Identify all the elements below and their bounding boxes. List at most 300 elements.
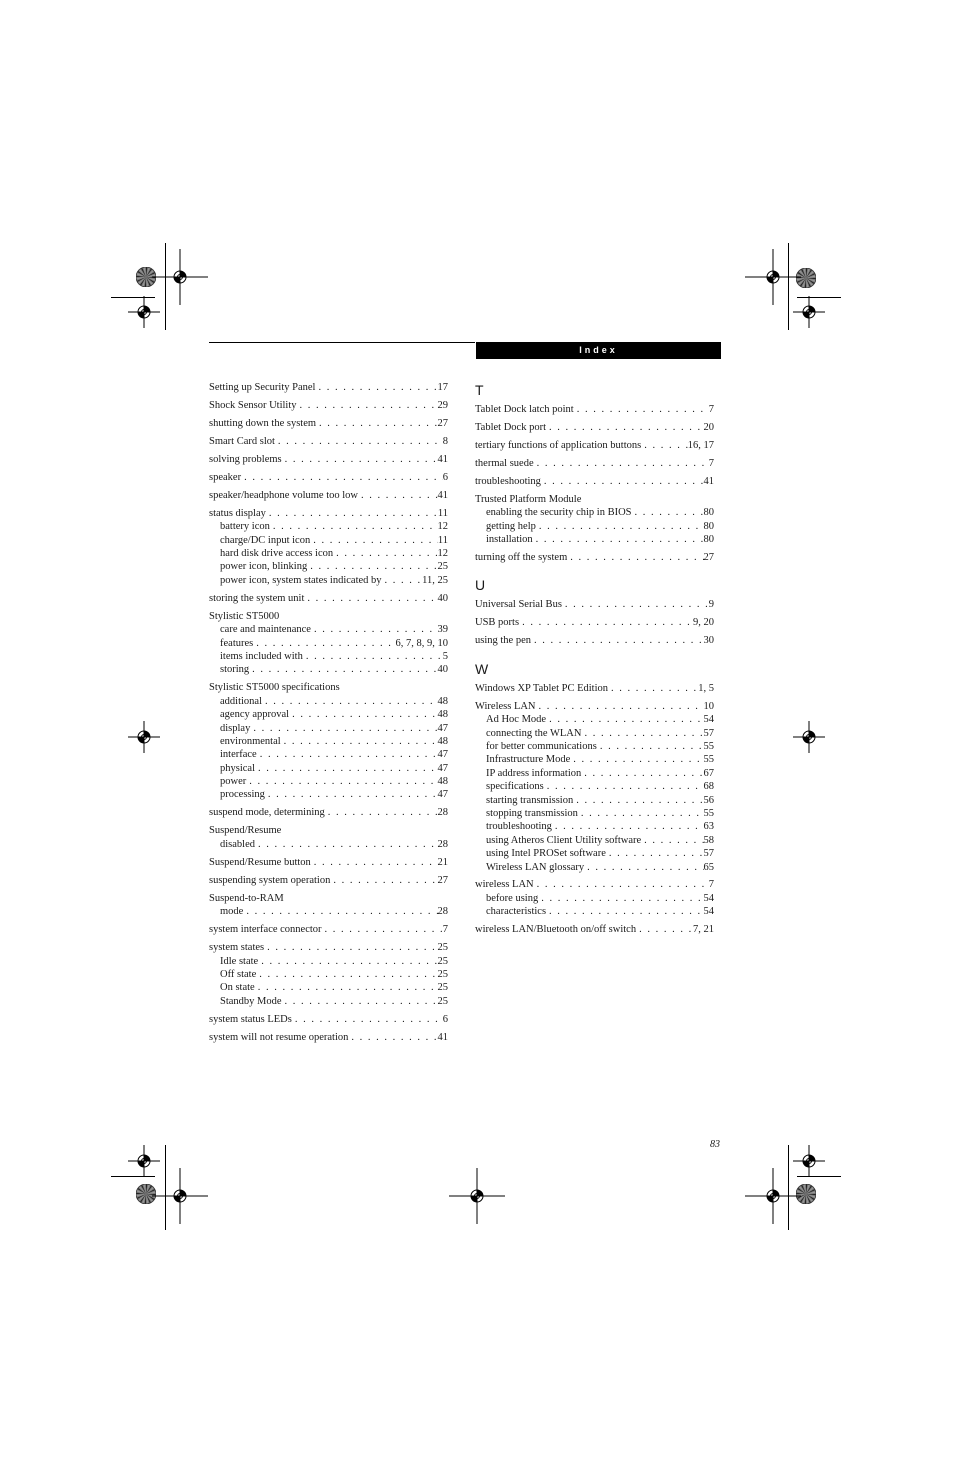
dot-leader [262, 695, 438, 708]
registration-crosshair-icon [793, 721, 825, 758]
index-entry-line [209, 1031, 448, 1044]
index-term: Suspend/Resume button [209, 856, 311, 868]
dot-leader [297, 399, 438, 412]
index-page-numbers: 48 [437, 709, 448, 721]
dot-leader [333, 547, 437, 560]
dot-leader [358, 489, 438, 502]
dot-leader [348, 1031, 437, 1044]
index-entry [475, 598, 714, 611]
index-page-numbers: 39 [437, 624, 448, 636]
index-term: system status LEDs [209, 1013, 292, 1025]
index-subentry [475, 506, 714, 519]
index-term: storing the system unit [209, 592, 305, 604]
crop-line-horizontal [111, 297, 155, 298]
index-term: power [220, 776, 247, 788]
index-entry [475, 682, 714, 695]
index-subentry [209, 547, 448, 560]
index-page-numbers: 7 [708, 457, 714, 469]
index-subentry [475, 533, 714, 546]
index-page-numbers: 7, 21 [693, 924, 714, 936]
index-term: using Atheros Client Utility software [486, 834, 642, 846]
dot-leader [534, 457, 709, 470]
index-page-numbers: 6 [442, 471, 448, 483]
dot-leader [266, 507, 438, 520]
index-entry-line [209, 824, 448, 837]
dot-leader [636, 923, 693, 936]
header-section-label: Index [579, 345, 618, 355]
index-subentry [209, 905, 448, 918]
index-term: Wireless LAN glossary [486, 861, 585, 873]
index-term: system states [209, 942, 265, 954]
dot-leader [246, 775, 437, 788]
index-page-numbers: 21 [437, 856, 448, 868]
dot-leader [581, 727, 703, 740]
index-page-numbers: 6 [442, 1013, 448, 1025]
index-page-numbers: 25 [437, 968, 448, 980]
index-column-left [209, 381, 448, 1049]
dot-leader [562, 598, 709, 611]
dot-leader [304, 592, 437, 605]
index-entry-line [209, 892, 448, 905]
index-subentry [209, 708, 448, 721]
index-subentry [209, 663, 448, 676]
index-page-numbers: 16, 17 [687, 439, 714, 451]
index-term: processing [220, 789, 265, 801]
index-term: IP address information [486, 767, 582, 779]
dot-leader [257, 748, 438, 761]
dot-leader [316, 417, 437, 430]
index-subentry [209, 762, 448, 775]
index-term: Universal Serial Bus [475, 599, 562, 611]
index-subentry [475, 834, 714, 847]
index-entry-line [209, 610, 448, 623]
index-entry [475, 616, 714, 629]
index-entry [475, 634, 714, 647]
index-term: thermal suede [475, 457, 534, 469]
index-entry-line [475, 403, 714, 416]
index-page-numbers: 28 [437, 807, 448, 819]
index-term: Suspend-to-RAM [209, 892, 284, 904]
index-entry-line [209, 923, 448, 936]
index-subentry [209, 735, 448, 748]
index-term: power icon, blinking [220, 561, 308, 573]
index-subentry [209, 623, 448, 636]
index-subentry [209, 968, 448, 981]
dot-leader [315, 381, 437, 394]
dot-leader [322, 923, 443, 936]
dot-leader [578, 807, 704, 820]
index-entry [209, 1013, 448, 1026]
index-page-numbers: 29 [437, 399, 448, 411]
index-page-numbers: 10 [703, 700, 714, 712]
index-term: charge/DC input icon [220, 534, 311, 546]
dot-leader [325, 806, 438, 819]
dot-leader [265, 788, 438, 801]
dot-leader [546, 421, 704, 434]
index-page-numbers: 80 [703, 520, 714, 532]
index-entry [475, 551, 714, 564]
index-term: Standby Mode [220, 995, 282, 1007]
index-term: Ad Hoc Mode [486, 714, 547, 726]
dot-leader [641, 439, 688, 452]
index-page-numbers: 48 [437, 776, 448, 788]
index-subentry [475, 861, 714, 874]
index-page-numbers: 41 [703, 475, 714, 487]
index-term: using Intel PROSet software [486, 848, 606, 860]
index-page-numbers: 11 [437, 534, 448, 546]
index-term: solving problems [209, 453, 282, 465]
index-term: before using [486, 892, 539, 904]
dot-leader [289, 708, 437, 721]
index-subentry [475, 794, 714, 807]
dot-leader [533, 533, 704, 546]
index-page-numbers: 55 [703, 754, 714, 766]
index-term: tertiary functions of application buttons [475, 439, 642, 451]
index-term: mode [220, 906, 244, 918]
index-subentry [209, 722, 448, 735]
index-term: using the pen [475, 635, 531, 647]
index-entry [475, 457, 714, 470]
index-page-numbers: 20 [703, 421, 714, 433]
index-page-numbers: 9, 20 [693, 617, 714, 629]
index-page-numbers: 25 [437, 561, 448, 573]
index-term: for better communications [486, 740, 597, 752]
index-entry [475, 403, 714, 416]
index-term: Stylistic ST5000 [209, 610, 280, 622]
index-term: power icon, system states indicated by [220, 574, 382, 586]
index-term: Smart Card slot [209, 435, 275, 447]
index-term: USB ports [475, 617, 520, 629]
index-page-numbers: 25 [437, 995, 448, 1007]
index-term: stopping transmission [486, 807, 578, 819]
index-page-numbers: 57 [703, 848, 714, 860]
index-page-numbers: 54 [703, 714, 714, 726]
dot-leader [632, 506, 704, 519]
registration-crosshair-icon [128, 721, 160, 758]
index-entry-line [475, 634, 714, 647]
dot-leader [282, 995, 438, 1008]
index-term: suspending system operation [209, 874, 331, 886]
index-subentry [475, 753, 714, 766]
index-term: speaker [209, 471, 242, 483]
index-letter-heading: U [475, 577, 486, 594]
index-entry [209, 874, 448, 887]
index-term: Wireless LAN [475, 700, 536, 712]
index-entry-line [475, 475, 714, 488]
index-term: suspend mode, determining [209, 807, 325, 819]
index-term: agency approval [220, 709, 290, 721]
index-entry [209, 856, 448, 869]
index-page-numbers: 17 [437, 382, 448, 393]
index-entry [209, 892, 448, 919]
index-subentry [209, 534, 448, 547]
index-term: status display [209, 507, 266, 519]
dot-leader [258, 955, 437, 968]
index-entry-line [475, 682, 714, 695]
index-entry [209, 381, 448, 394]
dot-leader [250, 722, 437, 735]
index-subentry [209, 560, 448, 573]
index-entry-line [209, 435, 448, 448]
index-term: Tablet Dock port [475, 421, 546, 433]
index-page-numbers: 28 [437, 838, 448, 850]
index-entry [475, 475, 714, 488]
index-page-numbers: 7 [442, 924, 448, 936]
index-term: hard disk drive access icon [220, 548, 334, 560]
index-page-numbers: 40 [437, 664, 448, 676]
index-subentry [209, 788, 448, 801]
dot-leader [541, 475, 704, 488]
index-page-numbers: 56 [703, 794, 714, 806]
index-term: Trusted Platform Module [475, 493, 582, 505]
index-page-numbers: 27 [703, 552, 714, 564]
registration-crosshair-icon [152, 249, 208, 310]
index-page-numbers: 55 [703, 807, 714, 819]
dot-leader [330, 874, 437, 887]
index-page-numbers: 27 [437, 874, 448, 886]
index-page-numbers: 68 [703, 781, 714, 793]
index-subentry [475, 767, 714, 780]
index-entry-line [209, 399, 448, 412]
crop-line-vertical [788, 1145, 789, 1230]
index-entry [475, 493, 714, 547]
dot-leader [303, 650, 443, 663]
index-page-numbers: 47 [437, 789, 448, 801]
dot-leader [255, 838, 438, 851]
crop-line-vertical [788, 243, 789, 330]
index-page-numbers: 25 [437, 982, 448, 994]
index-page-numbers: 41 [437, 489, 448, 501]
index-entry-line [209, 1013, 448, 1026]
index-term: features [220, 637, 254, 649]
dot-leader [243, 905, 437, 918]
index-page-numbers: 58 [703, 834, 714, 846]
index-subentry [209, 955, 448, 968]
index-term: storing [220, 664, 250, 676]
index-subentry [475, 905, 714, 918]
index-entry-line [475, 439, 714, 452]
index-term: Suspend/Resume [209, 825, 282, 837]
index-entry [475, 878, 714, 918]
index-term: system will not resume operation [209, 1031, 349, 1043]
index-entry-line [475, 457, 714, 470]
index-entry-line [209, 507, 448, 520]
page-number: 83 [710, 1139, 720, 1150]
dot-leader [255, 981, 438, 994]
registration-crosshair-icon [128, 296, 160, 333]
index-page-numbers: 80 [703, 534, 714, 546]
index-subentry [209, 748, 448, 761]
index-term: Shock Sensor Utility [209, 399, 297, 411]
index-page-numbers: 57 [703, 727, 714, 739]
index-page-numbers: 47 [437, 762, 448, 774]
index-entry-line [209, 941, 448, 954]
index-term: wireless LAN/Bluetooth on/off switch [475, 924, 637, 936]
index-entry [209, 941, 448, 1008]
index-term: display [220, 722, 251, 734]
index-entry [209, 824, 448, 851]
index-term: characteristics [486, 906, 547, 918]
index-page-numbers: 9 [708, 599, 714, 611]
index-page-numbers: 11, 25 [422, 574, 448, 586]
index-subentry [209, 574, 448, 587]
dot-leader [282, 453, 438, 466]
index-entry [209, 399, 448, 412]
index-term: battery icon [220, 521, 270, 533]
index-subentry [475, 740, 714, 753]
index-subentry [475, 727, 714, 740]
index-letter-heading: T [475, 382, 484, 398]
dot-leader [264, 941, 437, 954]
index-entry-line [209, 417, 448, 430]
dot-leader [519, 616, 693, 629]
index-entry [209, 806, 448, 819]
index-entry-line [475, 421, 714, 434]
index-subentry [209, 838, 448, 851]
index-entry [209, 453, 448, 466]
index-term: Stylistic ST5000 specifications [209, 682, 340, 694]
index-subentry [475, 807, 714, 820]
index-page-numbers: 25 [437, 955, 448, 967]
index-entry [209, 417, 448, 430]
dot-leader [382, 574, 423, 587]
index-page-numbers: 47 [437, 722, 448, 734]
dot-leader [574, 403, 709, 416]
dot-leader [241, 471, 443, 484]
index-page-numbers: 54 [703, 906, 714, 918]
crop-line-horizontal [797, 297, 841, 298]
index-entry-line [475, 700, 714, 713]
index-entry [475, 439, 714, 452]
index-subentry [209, 995, 448, 1008]
index-page-numbers: 1, 5 [698, 682, 714, 694]
index-subentry [209, 650, 448, 663]
index-term: additional [220, 695, 262, 707]
index-page-numbers: 28 [437, 906, 448, 918]
index-page-numbers: 6, 7, 8, 9, 10 [395, 637, 448, 649]
dot-leader [641, 834, 703, 847]
dot-leader [536, 700, 704, 713]
index-term: Idle state [220, 955, 259, 967]
index-entry [209, 610, 448, 677]
index-term: items included with [220, 650, 303, 662]
index-page-numbers: 48 [437, 735, 448, 747]
index-page-numbers: 40 [437, 592, 448, 604]
dot-leader [534, 878, 709, 891]
index-term: Windows XP Tablet PC Edition [475, 682, 609, 694]
dot-leader [606, 847, 704, 860]
index-letter-heading: W [475, 660, 489, 677]
index-term: speaker/headphone volume too low [209, 489, 358, 501]
index-page-numbers: 80 [703, 507, 714, 519]
index-subentry [475, 820, 714, 833]
dot-leader [531, 634, 704, 647]
index-term: environmental [220, 735, 281, 747]
index-term: disabled [220, 838, 255, 850]
index-term: care and maintenance [220, 624, 311, 636]
crop-line-horizontal [797, 1176, 841, 1177]
index-page-numbers: 12 [437, 521, 448, 533]
index-page-numbers: 11 [437, 507, 448, 519]
registration-crosshair-icon [745, 1168, 801, 1229]
header-section-bar [476, 342, 721, 359]
dot-leader [311, 856, 438, 869]
index-entry-line [209, 874, 448, 887]
index-entry [475, 700, 714, 874]
header-rule [209, 342, 475, 343]
dot-leader [552, 820, 704, 833]
index-entry [209, 507, 448, 587]
index-page-numbers: 7 [708, 879, 714, 891]
dot-leader [567, 551, 703, 564]
index-term: On state [220, 982, 255, 994]
index-subentry [475, 520, 714, 533]
dot-leader [253, 637, 395, 650]
index-entry [475, 421, 714, 434]
dot-leader [544, 780, 704, 793]
dot-leader [281, 735, 438, 748]
dot-leader [307, 560, 437, 573]
registration-crosshair-icon [449, 1168, 505, 1229]
index-entry [209, 435, 448, 448]
index-subentry [475, 892, 714, 905]
index-term: connecting the WLAN [486, 727, 582, 739]
index-entry-line [209, 681, 448, 694]
index-term: Setting up Security Panel [209, 382, 316, 393]
crop-line-horizontal [111, 1176, 155, 1177]
index-subentry [209, 637, 448, 650]
index-page-numbers: 47 [437, 749, 448, 761]
index-term: specifications [486, 781, 544, 793]
dot-leader [570, 753, 703, 766]
dot-leader [538, 892, 703, 905]
index-page-numbers: 5 [442, 650, 448, 662]
index-entry [209, 923, 448, 936]
registration-crosshair-icon [152, 1168, 208, 1229]
index-term: installation [486, 534, 533, 546]
index-term: wireless LAN [475, 879, 534, 891]
dot-leader [546, 713, 703, 726]
index-term: starting transmission [486, 794, 574, 806]
index-subentry [209, 775, 448, 788]
index-page-numbers: 41 [437, 1031, 448, 1043]
index-term: turning off the system [475, 552, 568, 564]
index-entry [209, 471, 448, 484]
dot-leader [581, 767, 703, 780]
index-term: Tablet Dock latch point [475, 404, 574, 415]
index-entry [475, 923, 714, 936]
index-term: troubleshooting [486, 821, 552, 833]
index-subentry [209, 695, 448, 708]
index-subentry [475, 847, 714, 860]
index-page-numbers: 67 [703, 767, 714, 779]
index-entry [209, 489, 448, 502]
dot-leader [546, 905, 703, 918]
index-subentry [475, 713, 714, 726]
registration-crosshair-icon [793, 296, 825, 333]
index-term: getting help [486, 520, 536, 532]
dot-leader [536, 520, 704, 533]
index-term: Off state [220, 968, 257, 980]
dot-leader [311, 623, 438, 636]
dot-leader [270, 520, 438, 533]
index-page-numbers: 25 [437, 942, 448, 954]
index-entry-line [209, 592, 448, 605]
index-column-right [475, 381, 714, 941]
index-page-numbers: 30 [703, 635, 714, 647]
index-entry-line [475, 878, 714, 891]
index-page-numbers: 48 [437, 695, 448, 707]
